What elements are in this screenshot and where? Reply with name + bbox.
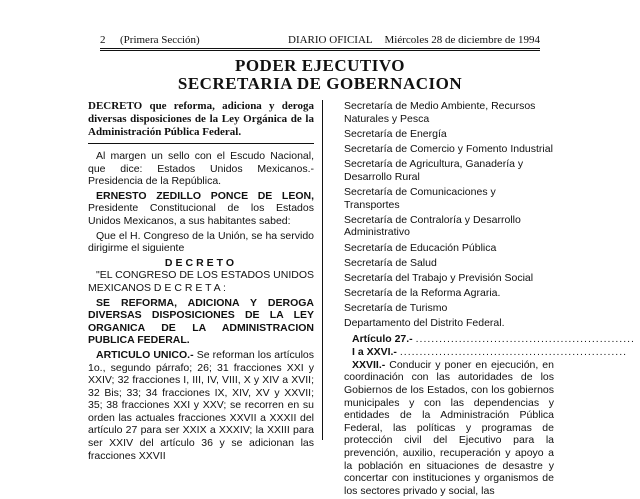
- column-divider: [322, 100, 323, 440]
- list-item: Departamento del Distrito Federal.: [344, 317, 505, 330]
- list-item: Secretaría de Medio Ambiente, Recursos Naturales y Pesca: [344, 100, 536, 125]
- paragraph-congreso: Que el H. Congreso de la Unión, se ha servido dirigirme el siguiente: [88, 229, 314, 255]
- list-item: Secretaría de Educación Pública: [344, 241, 497, 254]
- secretarias-list: [344, 100, 554, 330]
- article-27-dots: ........................................................: [415, 332, 635, 345]
- fractions-label: I a XXVI.-: [352, 346, 397, 359]
- title-secretaria: SECRETARIA DE GOBERNACION: [177, 74, 463, 93]
- header-rule-top: [100, 48, 540, 49]
- page-number: 2: [100, 34, 106, 46]
- articulo-unico-text: Se reforman los artículos 1o., segundo párrafo; 26; 31 fracciones XXI y XXIV; 32 fracciones I, III, IV, VIII, X y XIV a XVII; 32 Bis; 33; 34 fracciones IX, XIV, XV y XXVII; 35; 38 fracciones XXI y XXV; se recorren en su orden las actuales fracciones XXVII a XXXII del artículo 27 para ser XXIX a XXXIV; la XXIII para ser XXIV del artículo 36 y se adicionan las fracciones XXVII: [88, 348, 314, 462]
- section-label: (Primera Sección): [120, 34, 200, 46]
- list-item: Secretaría de Salud: [344, 256, 437, 269]
- paragraph-xxvii: [344, 359, 554, 498]
- list-item: Secretaría del Trabajo y Previsión Social: [344, 271, 534, 284]
- header-rule-bottom: [100, 50, 540, 51]
- title-poder-ejecutivo: PODER EJECUTIVO: [234, 56, 406, 75]
- articulo-unico-label: ARTICULO UNICO.-: [96, 348, 194, 361]
- issue-date: Miércoles 28 de diciembre de 1994: [384, 34, 540, 46]
- list-item: Secretaría de Contraloría y Desarrollo Administrativo: [344, 213, 521, 239]
- list-item: Secretaría de Turismo: [344, 302, 448, 315]
- article-27-label: Artículo 27.-: [352, 332, 413, 345]
- right-column: [344, 100, 635, 499]
- decree-heading: DECRETO que reforma, adiciona y deroga diversas disposiciones de la Ley Orgánica de la Administración Pública Federal.: [88, 100, 314, 138]
- journal-name: DIARIO OFICIAL: [288, 34, 373, 46]
- paragraph-decreta: "EL CONGRESO DE LOS ESTADOS UNIDOS MEXICANOS D E C R E T A :: [88, 269, 314, 294]
- paragraph-president: [88, 190, 314, 228]
- list-item: Secretaría de Energía: [344, 127, 447, 140]
- fractions-dots: ..........................................................: [399, 346, 628, 359]
- paragraph-reforma: SE REFORMA, ADICIONA Y DEROGA DIVERSAS DISPOSICIONES DE LA LEY ORGANICA DE LA ADMINISTRACION PUBLICA FEDERAL.: [88, 296, 314, 347]
- paragraph-margin-seal: Al margen un sello con el Escudo Nacional, que dice: Estados Unidos Mexicanos.- Presidencia de la República.: [88, 150, 314, 188]
- heading-divider: [88, 143, 314, 144]
- list-item: Secretaría de Comunicaciones y Transportes: [344, 185, 496, 211]
- list-item: Secretaría de Comercio y Fomento Industrial: [344, 142, 553, 155]
- list-item: Secretaría de la Reforma Agraria.: [344, 287, 501, 300]
- xxvii-text: Conducir y poner en ejecución, en coordinación con las autoridades de los Gobiernos de los Estados, con los gobiernos municipales y con las dependencias y entidades de la Administración Pública Federal, las políticas y programas de protección civil del Ejecutivo para la prevención, auxilio, recuperación y apoyo a la población en situaciones de desastre y concertar con instituciones y organismos de los sectores privado y social, las: [344, 358, 554, 497]
- fractions-line: [352, 346, 628, 359]
- article-27-line: [352, 332, 635, 346]
- list-item: Secretaría de Agricultura, Ganadería y Desarrollo Rural: [344, 158, 524, 183]
- decreto-heading: DECRETO: [164, 256, 238, 269]
- president-name: ERNESTO ZEDILLO PONCE DE LEON,: [96, 189, 314, 202]
- xxvii-label: XXVII.-: [352, 358, 386, 371]
- paragraph-articulo-unico: [88, 349, 314, 462]
- president-title: Presidente Constitucional de los Estados Unidos Mexicanos, a sus habitantes sabed:: [88, 202, 314, 227]
- left-column: [88, 100, 314, 464]
